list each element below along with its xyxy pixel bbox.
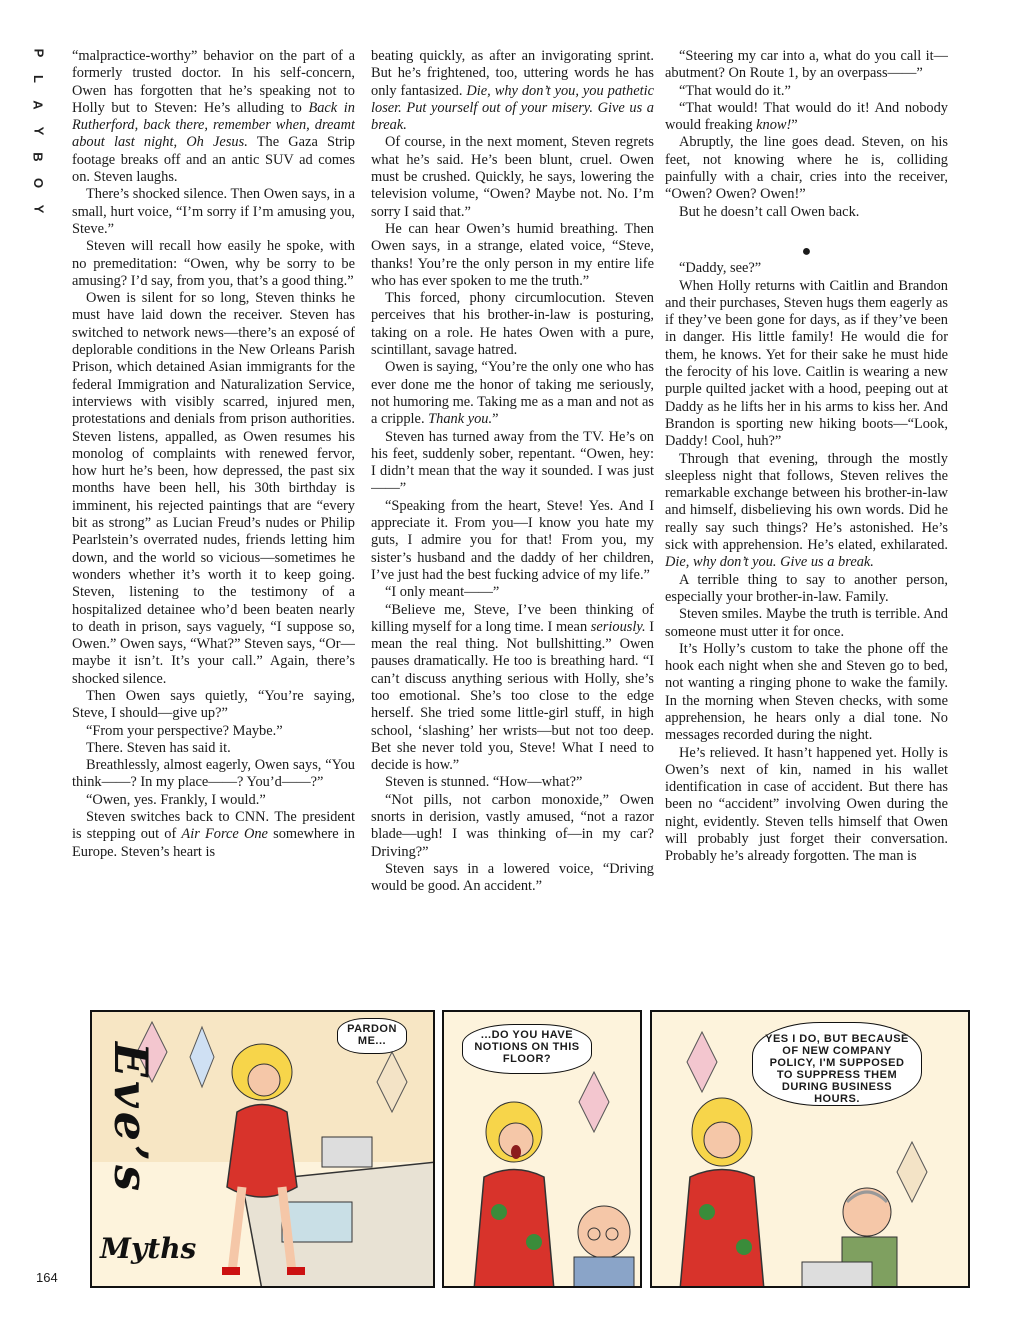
body-paragraph: “From your perspective? Maybe.” [86,722,283,739]
text-column-1 [72,48,355,998]
comic-logo-bottom: Myths [100,1232,197,1265]
body-paragraph: Steven has turned away from the TV. He’s on his feet, suddenly sober, repentant. “Owen, hey: I didn’t mean that the way it sounded. I was just——” [371,428,654,497]
body-paragraph: It’s Holly’s custom to take the phone off the hook each night when she and Steven go to bed, not wanting a ringing phone to wake the family. In the morning when Steven checks, with some apprehension, he hears only a dial tone. No messages recorded during the night. [665,640,948,744]
body-paragraph: beating quickly, as after an invigorating sprint. But he’s frightened, too, uttering words he has only fantasized. Die, why don’t you, you pathetic loser. Put yourself out of your misery. Give us a break. [371,48,654,134]
body-paragraph: Steven says in a lowered voice, “Driving would be good. An accident.” [371,860,654,895]
body-paragraph: “Believe me, Steve, I’ve been thinking of killing myself for a long time. I mean seriously. I mean the real thing. Not bullshitting.” Owen pauses dramatically. He too is breathing hard. “I can’t discuss anything serious with Holly, she’s too emotional. She’s too close to the edge herself. She tried some little-girl stuff, in high school, ‘slashing’ her wrists—but not too deep. Bet she never told you, Steve! What I need to decide is how.” [371,601,654,774]
cartoon-panel-3 [650,1010,970,1288]
side-label-letter: A [30,100,46,110]
side-label-letter: Y [30,204,46,214]
panel2-speech-balloon: ...DO YOU HAVE NOTIONS ON THIS FLOOR? [462,1024,592,1074]
text-column-3-part-b [665,260,948,865]
body-paragraph: “Not pills, not carbon monoxide,” Owen snorts in derision, vastly amused, “not a razor blade—ugh! I was thinking of—in my car? Driving?” [371,791,654,860]
page-number: 164 [36,1270,58,1285]
side-label-letter: L [30,75,46,83]
side-label-letter: O [31,177,46,189]
body-paragraph: Of course, in the next moment, Steven regrets what he’s said. He’s been blunt, cruel. Owen must be crushed. Quickly, he says, lowering the television volume, “Owen? Maybe not. No. I’m sorry I said that.” [371,134,654,220]
body-paragraph: There. Steven has said it. [86,739,231,756]
body-paragraph: But he doesn’t call Owen back. [679,203,860,220]
panel3-speech-balloon: YES I DO, BUT BECAUSE OF NEW COMPANY POLICY, I'M SUPPOSED TO SUPPRESS THEM DURING BUSINESS HOURS. [752,1022,922,1106]
body-paragraph: “Daddy, see?” [679,260,762,277]
body-paragraph: Then Owen says quietly, “You’re saying, Steve, I should—give up?” [72,687,355,722]
body-paragraph: This forced, phony circumlocution. Steven perceives that his brother-in-law is posturing, taking on a role. He hates Owen with a pure, scintillant, savage hatred. [371,290,654,359]
side-label-letter: B [30,152,46,162]
text-column-3 [665,48,948,998]
body-paragraph: There’s shocked silence. Then Owen says, in a small, hurt voice, “I’m sorry if I’m amusing you, Steve.” [72,186,355,237]
body-paragraph: “Steering my car into a, what do you call it—abutment? On Route 1, by an overpass——” [665,48,948,82]
body-paragraph: He can hear Owen’s humid breathing. Then Owen says, in a strange, elated voice, “Steve, thanks! You’re the only person in my entire life who has ever spoken to me the truth.” [371,220,654,289]
body-paragraph: “That would! That would do it! And nobody would freaking know!” [665,99,948,134]
body-paragraph: When Holly returns with Caitlin and Brandon and their purchases, Steven hugs them eagerly as if they’ve been gone for days, as if they’ve been in danger. His little family! He would die for them, he knows. Yet for their sake he must hide the ferocity of his love. Caitlin is wearing a new purple quilted jacket with a hood, peeping out at Daddy as he lifts her in his arms to kiss her. And Brandon is sporting new hiking boots—“Look, Daddy! Cool, huh?” [665,277,948,450]
body-paragraph: Through that evening, through the mostly sleepless night that follows, Steven relives the remarkable exchange between his brother-in-law and himself, disbelieving his own words. Did he really say such things? He’s astonished. He’s sick with apprehension. He’s elated, exhilarated. Die, why don’t you. Give us a break. [665,450,948,571]
body-paragraph: “I only meant——” [385,584,500,601]
body-paragraph: “That would do it.” [679,82,791,99]
body-paragraph: “Owen, yes. Frankly, I would.” [86,791,266,808]
body-paragraph: A terrible thing to say to another person, especially your brother-in-law. Family. [665,571,948,605]
body-paragraph: “malpractice-worthy” behavior on the part of a formerly trusted doctor. In his self-concern, Owen has forgotten that he’s speaking not to Holly but to Steven: He’s alluding to Back in Rutherford, back there, remember when, dreamt about last night, Oh Jesus. The Gaza Strip footage breaks off and an antic SUV ad comes on. Steven laughs. [72,48,355,186]
cartoon-strip [90,1010,970,1288]
text-column-3-part-a [665,48,948,221]
body-paragraph: “Speaking from the heart, Steve! Yes. And I appreciate it. From you—I know you hate my guts, I admire you for that! From you, my sister’s husband and the daddy of her children, I’ve just had the best fucking advice of my life.” [371,497,654,583]
body-paragraph: Steven will recall how easily he spoke, with no premeditation: “Owen, why be sorry to be amusing? I’d say, from you, that’s a good thing.” [72,238,355,289]
panel1-speech-balloon: PARDON ME... [337,1018,407,1054]
body-paragraph: He’s relieved. It hasn’t happened yet. Holly is Owen’s next of kin, named in his wallet identification in case of accident. But there has been no “accident” involving Owen during the night, evidently. Steven tells himself that Owen will probably just forget their conversation. Probably he’s already forgotten. The man is [665,744,948,865]
side-label-letter: Y [30,126,46,136]
body-paragraph: Steven switches back to CNN. The president is stepping out of Air Force One somewhere in Europe. Steven’s heart is [72,809,355,860]
text-column-2 [371,48,654,998]
cartoon-panel-1 [90,1010,435,1288]
body-paragraph: Breathlessly, almost eagerly, Owen says, “You think——? In my place——? You’d——?” [72,757,355,791]
comic-logo-top: Eve’s [104,1042,158,1195]
body-paragraph: Owen is saying, “You’re the only one who has ever done me the honor of taking me seriously, not humoring me. Taking me as a man and not as a cripple. Thank you.” [371,359,654,428]
side-label-letter: P [30,48,46,58]
body-paragraph: Owen is silent for so long, Steven thinks he must have laid down the receiver. Steven has switched to network news—there’s an exposé of deplorable conditions in the New Orleans Parish Prison, which detained Asian immigrants for the federal Immigration and Naturalization Service, interviews with visibly scarred, injured men, protestations and denials from prison authorities. Steven listens, appalled, as Owen resumes his monolog of complaints with renewed fervor, how hurt he’s been, how depressed, the past six months have been hell, his 30th birthday is imminent, his rejected paintings that are “every bit as strong” as Lucian Freud’s nudes or Philip Pearlstein’s overrated nudes, friends letting him down, and the world so vicious—sometimes he wonders whether it’s worth it to keep going. Steven, listening to the testimony of a hospitalized detainee who’d been beaten nearly to death in prison, says vaguely, “I suppose so, Owen.” Owen says, “What?” Steven says, “Or—maybe it isn’t. It’s your call.” Again, there’s shocked silence. [72,290,355,687]
body-paragraph: Abruptly, the line goes dead. Steven, on his feet, not knowing where he is, colliding painfully with a chair, cries into the receiver, “Owen? Owen? Owen!” [665,134,948,203]
cartoon-panel-2 [442,1010,642,1288]
body-paragraph: Steven is stunned. “How—what?” [385,774,583,791]
magazine-side-label [28,46,48,216]
body-paragraph: Steven smiles. Maybe the truth is terrible. And someone must utter it for once. [665,606,948,640]
section-break-bullet: ● [801,242,812,260]
